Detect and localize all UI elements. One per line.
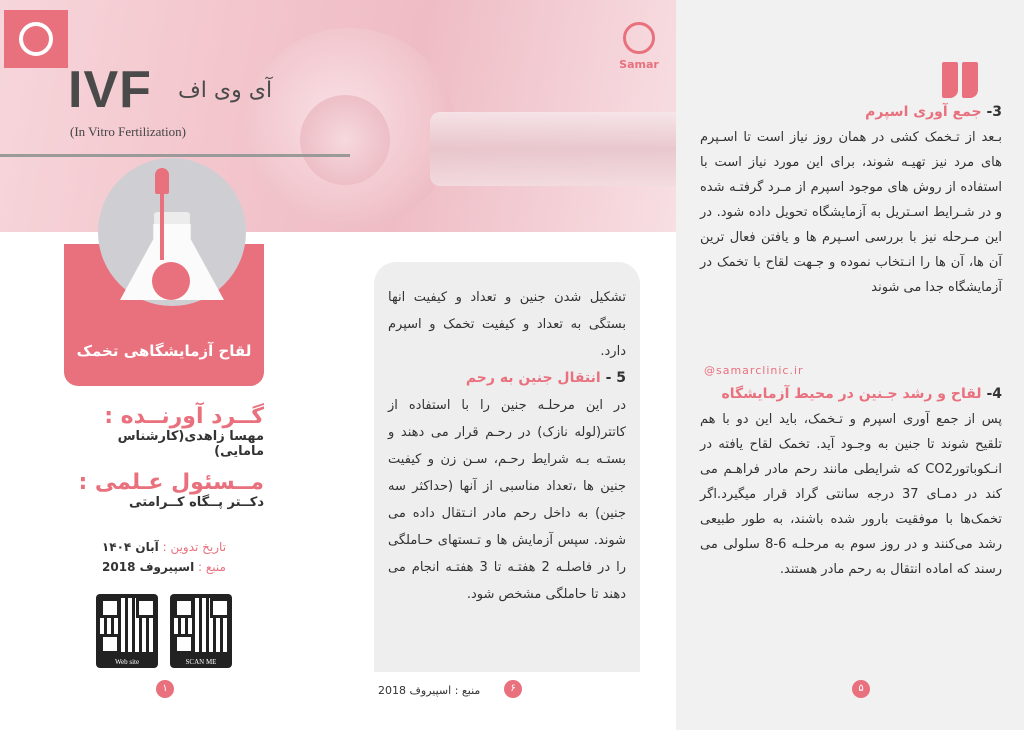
samar-logo — [606, 22, 672, 71]
heading-step-4 — [700, 382, 1002, 407]
heading-step-3 — [700, 100, 1002, 125]
heading-step-5 — [388, 365, 626, 392]
source-value: اسپیروف 2018 — [102, 560, 195, 574]
samar-logo-icon — [623, 22, 655, 54]
middle-text — [388, 284, 626, 608]
flask-icon — [120, 208, 224, 300]
heading-step-3-text: جمع آوری اسپرم — [865, 104, 982, 120]
scientific-label: مــسئول عـلمی : — [78, 470, 264, 495]
holding-pipette-image — [430, 112, 676, 186]
heading-step-4-num: 4- — [986, 386, 1002, 402]
section-4 — [700, 382, 1002, 582]
middle-source: منبع : اسپیروف 2018 — [378, 684, 481, 697]
samar-logo-text: Samar — [619, 58, 659, 71]
heading-step-3-num: 3- — [986, 104, 1002, 120]
date-line — [64, 540, 264, 554]
egg-nucleus-image — [300, 95, 390, 185]
page-number-right: ۵ — [852, 680, 870, 698]
egg-icon — [152, 262, 190, 300]
page-number-left: ۱ — [156, 680, 174, 698]
heading-step-5-text: انتقال جنین به رحم — [465, 370, 601, 386]
scientific-value: دکــتر پــگاه کــرامتی — [129, 495, 264, 510]
section-3-paragraph: بـعد از تـخمک کشی در همان روز نیاز است تا اسـپرم های مرد نیز تهیـه شوند، برای این مورد نیاز است با استفاده از روش های موجود اسپرم از مـرد گرفتـه شده و در شـرایط اسـتریل به آزمایشگاه تحویل داده شود. در این مـرحله نیز با بررسی اسـپرم ها و یافتن فعال ترین آن ها، آن ها را انـتخاب نموده و جـهت لقاح با تخمک در آزمایشگاه جدا می شوند — [700, 130, 1002, 295]
middle-paragraph-top: تشکیل شدن جنین و تعداد و کیفیت انها بستگی به تعداد و کیفیت تخمک و اسپرم دارد. — [388, 290, 626, 359]
author-label: گــرد آورنــده : — [104, 404, 264, 429]
author-value: مهسا زاهدی(کارشناس مامایی) — [117, 429, 264, 459]
section-3 — [700, 100, 1002, 300]
injection-needle-image — [0, 154, 350, 157]
date-label: تاریخ تدوین : — [162, 540, 227, 554]
scan-me-qr-caption: SCAN ME — [185, 658, 217, 666]
heading-step-4-text: لقاح و رشد جـنین در محیط آزمایشگاه — [721, 386, 982, 402]
dropper-icon — [155, 168, 169, 260]
brand-logo-badge — [4, 10, 68, 68]
quote-mark-icon — [938, 62, 982, 98]
website-qr-code[interactable] — [96, 594, 158, 668]
title-subtitle: (In Vitro Fertilization) — [70, 124, 186, 139]
heading-step-5-num: 5 - — [605, 370, 626, 386]
section-4-paragraph: پس از جمع آوری اسپرم و تـخمک، باید این دو با هم تلقیح شوند تا جنین به وجـود آید. تخمک لقاح یافته در انـکوباتورCO2 که شرایطی مانند رحم مادر فراهـم می کند در دمـای 37 درجه سانتی گراد قرار میگیرد.اگر تخمک‌ها با موفقیت بارور شده باشند، به طور طبیعی رشد می‌کنند و در روز سوم به مرحلـه 6-8 سلولی می رسند که اماده انتقال به رحم مادر هستند. — [700, 412, 1002, 577]
middle-paragraph-main: در این مرحلـه جنین را با استفاده از کاتتر(لوله نازک) در رحـم قرار می دهند و بستـه بـه شرایط رحـم، سـن زن و کیفیت جنین ها ،تعداد مناسبی از آنها (حداکثر سه جنین) به داخل رحم مادر انـتقال داده می شوند. سپس آزمایش ها و تـستهای حـاملگی را در فاصلـه 2 هفتـه تا 3 هفتـه انجام می دهند تا حاملگی مشخص شود. — [388, 398, 626, 602]
page-number-middle: ۶ — [504, 680, 522, 698]
title-ivf: IVF — [68, 61, 152, 119]
scan-me-qr-code[interactable] — [170, 594, 232, 668]
author-block — [64, 404, 264, 459]
scientific-block — [64, 470, 264, 510]
website-qr-caption: Web site — [114, 658, 140, 666]
card-title: لقاح آزمایشگاهی تخمک — [76, 342, 252, 360]
title-persian: آی وی اف — [178, 78, 273, 103]
source-line — [64, 560, 264, 574]
date-value: آبان ۱۴۰۴ — [101, 540, 159, 554]
brand-icon — [19, 22, 53, 56]
instagram-handle[interactable]: @samarclinic.ir — [704, 364, 804, 377]
source-label: منبع : — [198, 560, 226, 574]
